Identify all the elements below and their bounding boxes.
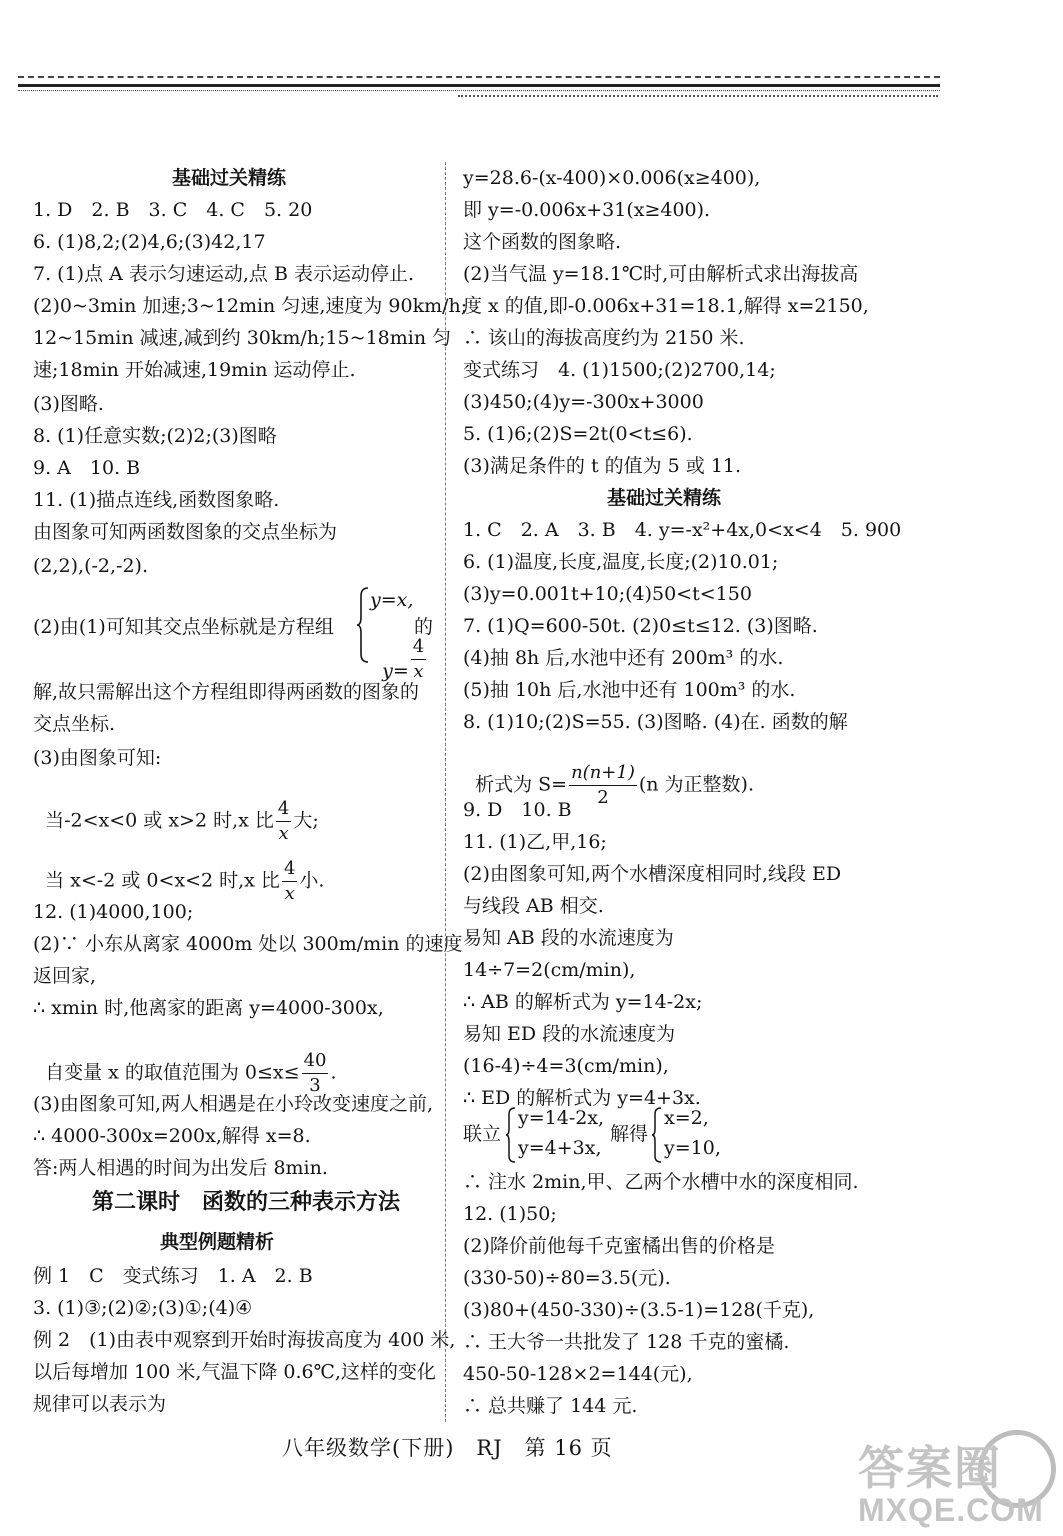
answer-line: (5)抽 10h 后,水池中还有 100m³ 的水. xyxy=(463,679,796,701)
answer-line: 答:两人相遇的时间为出发后 8min. xyxy=(33,1157,328,1179)
answer-line: 变式练习 4. (1)1500;(2)2700,14; xyxy=(463,359,776,381)
answer-line: 12. (1)4000,100; xyxy=(33,901,194,923)
answer-line: 6. (1)温度,长度,温度,长度;(2)10.01; xyxy=(463,551,779,573)
answer-line: 6. (1)8,2;(2)4,6;(3)42,17 xyxy=(33,231,266,253)
system-row-lhs: y= xyxy=(382,659,409,682)
answer-line: 以后每增加 100 米,气温下降 0.6℃,这样的变化 xyxy=(33,1361,436,1383)
answer-line: 12. (1)50; xyxy=(463,1203,557,1225)
answer-line: 12~15min 减速,减到约 30km/h;15~18min 匀 xyxy=(33,327,452,349)
system-brace xyxy=(651,1106,663,1164)
answer-line: 11. (1)乙,甲,16; xyxy=(463,831,607,853)
answer-line: 450-50-128×2=144(元), xyxy=(463,1363,693,1385)
section-heading: 基础过关精练 xyxy=(172,167,287,189)
answer-line: 1. C 2. A 3. B 4. y=-x²+4x,0<x<4 5. 900 xyxy=(463,519,902,541)
answer-line: 返回家, xyxy=(33,965,97,987)
answer-line: 联立 xyxy=(463,1123,502,1145)
answer-line: 8. (1)10;(2)S=55. (3)图略. (4)在. 函数的解 xyxy=(463,711,848,733)
answer-line: (16-4)÷4=3(cm/min), xyxy=(463,1055,669,1077)
answer-line: 速;18min 开始减速,19min 运动停止. xyxy=(33,359,356,381)
answer-line: 解得 xyxy=(610,1123,649,1145)
answer-line: 即 y=-0.006x+31(x≥400). xyxy=(463,199,711,221)
system-row: y=x, xyxy=(370,589,414,611)
fraction: $\frac{40}{3}$ xyxy=(303,1050,327,1096)
answer-line: (2)∵ 小东从离家 4000m 处以 300m/min 的速度 xyxy=(33,933,463,955)
answer-line: 易知 ED 段的水流速度为 xyxy=(463,1023,676,1045)
answer-line: (3)由图象可知,两人相遇是在小玲改变速度之前, xyxy=(33,1093,433,1115)
section-heading: 基础过关精练 xyxy=(607,487,722,509)
answer-line: ∴ 该山的海拔高度约为 2150 米. xyxy=(463,327,745,349)
answer-line: (3)满足条件的 t 的值为 5 或 11. xyxy=(463,455,742,477)
watermark-text: 答案圈 xyxy=(858,1442,1002,1494)
answer-line: 3. (1)③;(2)②;(3)①;(4)④ xyxy=(33,1297,253,1319)
answer-line: 11. (1)描点连线,函数图象略. xyxy=(33,489,280,511)
section-heading: 典型例题精析 xyxy=(160,1231,275,1253)
answer-line: 9. D 10. B xyxy=(463,799,572,821)
answer-line: 的 xyxy=(414,616,434,638)
lesson-title: 第二课时 函数的三种表示方法 xyxy=(92,1189,401,1215)
answer-line: 这个函数的图象略. xyxy=(463,231,622,253)
answer-line: 1. D 2. B 3. C 4. C 5. 20 xyxy=(33,199,313,221)
answer-line: ∴ 4000-300x=200x,解得 x=8. xyxy=(33,1125,311,1147)
answer-line: 14÷7=2(cm/min), xyxy=(463,959,636,981)
answer-line: (2)由图象可知,两个水槽深度相同时,线段 ED xyxy=(463,863,842,885)
answer-line: (330-50)÷80=3.5(元). xyxy=(463,1267,671,1289)
answer-line: (3)图略. xyxy=(33,393,104,415)
answer-line: 析式为 S= $\frac{n(n+1)}{2}$ (n 为正整数). xyxy=(475,762,754,808)
answer-line: 7. (1)点 A 表示匀速运动,点 B 表示运动停止. xyxy=(33,263,415,285)
system-row: y=14-2x, xyxy=(518,1107,605,1129)
answer-line: (2)0~3min 加速;3~12min 匀速,速度为 90km/h; xyxy=(33,295,468,317)
answer-line: 由图象可知两函数图象的交点坐标为 xyxy=(33,521,338,543)
fraction: $\frac{4}{x}$ xyxy=(283,858,296,904)
fraction: $\frac{n(n+1)}{2}$ xyxy=(571,762,635,808)
answer-line: (3)y=0.001t+10;(4)50<t<150 xyxy=(463,583,752,605)
answer-line: (2)由(1)可知其交点坐标就是方程组 xyxy=(33,616,334,638)
answer-line: 当 x<-2 或 0<x<2 时,x 比 $\frac{4}{x}$ 小. xyxy=(45,858,325,904)
system-row: x=2, xyxy=(664,1107,709,1129)
answer-line: y=28.6-(x-400)×0.006(x≥400), xyxy=(463,167,761,189)
answer-line: 交点坐标. xyxy=(33,713,116,735)
answer-line: 例 2 (1)由表中观察到开始时海拔高度为 400 米, xyxy=(33,1329,456,1351)
answer-line: ∴ AB 的解析式为 y=14-2x; xyxy=(463,991,703,1013)
answer-line: (4)抽 8h 后,水池中还有 200m³ 的水. xyxy=(463,647,784,669)
answer-line: ∴ xmin 时,他离家的距离 y=4000-300x, xyxy=(33,997,384,1019)
answer-line: 与线段 AB 相交. xyxy=(463,895,604,917)
answer-line: 解,故只需解出这个方程组即得两函数的图象的 xyxy=(33,681,420,703)
answer-line: 例 1 C 变式练习 1. A 2. B xyxy=(33,1265,313,1287)
answer-line: 度 x 的值,即-0.006x+31=18.1,解得 x=2150, xyxy=(463,295,869,317)
answer-line: 当-2<x<0 或 x>2 时,x 比 $\frac{4}{x}$ 大; xyxy=(45,798,319,844)
system-row: y=10, xyxy=(664,1137,721,1159)
column-divider xyxy=(445,162,446,1422)
answer-line: ∴ 注水 2min,甲、乙两个水槽中水的深度相同. xyxy=(463,1171,859,1193)
answer-line: 规律可以表示为 xyxy=(33,1393,167,1415)
answer-line: ∴ 总共赚了 144 元. xyxy=(463,1395,638,1417)
answer-line: 易知 AB 段的水流速度为 xyxy=(463,927,674,949)
page-footer: 八年级数学(下册) RJ 第 16 页 xyxy=(282,1436,613,1460)
fraction: $\frac{4}{x}$ xyxy=(412,636,425,682)
answer-line: (2)降价前他每千克蜜橘出售的价格是 xyxy=(463,1235,775,1257)
system-brace xyxy=(505,1106,517,1164)
answer-line: 自变量 x 的取值范围为 0≤x≤ $\frac{40}{3}$ . xyxy=(45,1050,337,1096)
answer-line: (3)80+(450-330)÷(3.5-1)=128(千克), xyxy=(463,1299,815,1321)
answer-line: (2,2),(-2,-2). xyxy=(33,555,149,577)
answer-line: ∴ 王大爷一共批发了 128 千克的蜜橘. xyxy=(463,1331,790,1353)
answer-line: (2)当气温 y=18.1℃时,可由解析式求出海拔高 xyxy=(463,263,859,285)
answer-line: 5. (1)6;(2)S=2t(0<t≤6). xyxy=(463,423,693,445)
answer-line: ∴ ED 的解析式为 y=4+3x. xyxy=(463,1087,701,1109)
fraction: $\frac{4}{x}$ xyxy=(277,798,290,844)
header-rule xyxy=(18,70,940,100)
watermark-url: MXQE.COM xyxy=(858,1492,1044,1528)
answer-line: 9. A 10. B xyxy=(33,457,141,479)
system-row: y=4+3x, xyxy=(518,1137,602,1159)
answer-line: (3)450;(4)y=-300x+3000 xyxy=(463,391,704,413)
answer-line: (3)由图象可知: xyxy=(33,747,162,769)
answer-line: 8. (1)任意实数;(2)2;(3)图略 xyxy=(33,425,277,447)
answer-line: 7. (1)Q=600-50t. (2)0≤t≤12. (3)图略. xyxy=(463,615,818,637)
system-brace xyxy=(356,586,370,664)
